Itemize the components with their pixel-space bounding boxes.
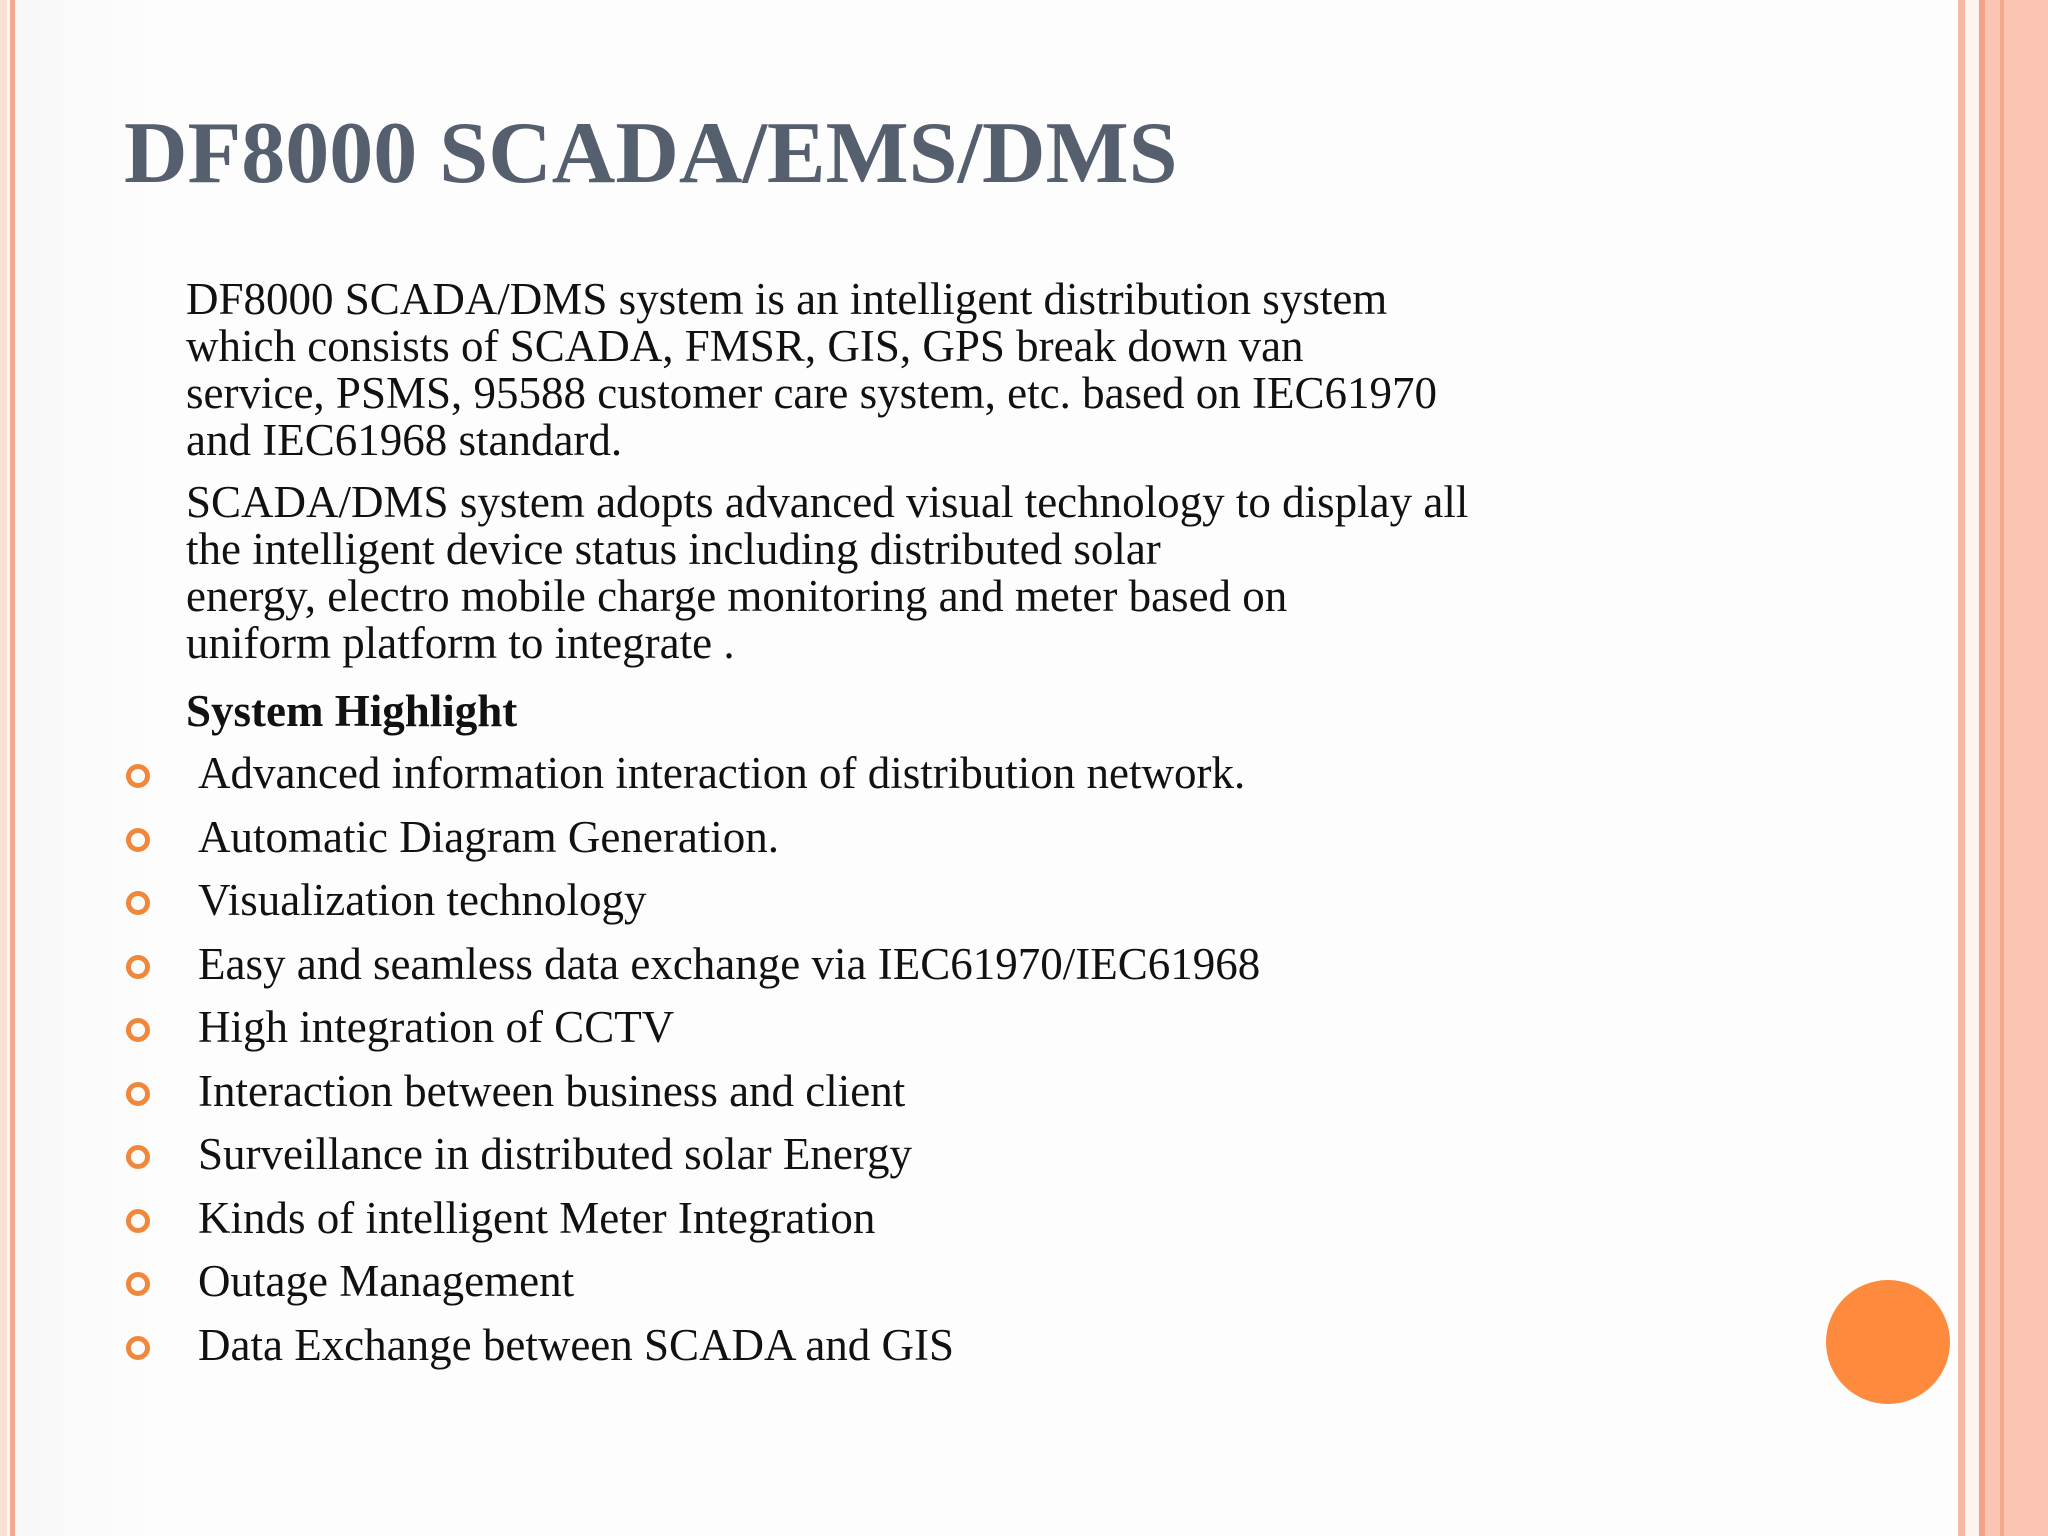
list-item-text: Visualization technology: [198, 875, 647, 925]
list-item: [124, 1123, 1904, 1187]
paragraph-line: service, PSMS, 95588 customer care system, etc. based on IEC61970: [186, 368, 1438, 418]
list-item: [124, 1187, 1904, 1251]
list-item-text: Surveillance in distributed solar Energy: [198, 1129, 913, 1179]
system-highlight-heading: System Highlight: [186, 686, 518, 736]
paragraph-line: and IEC61968 standard.: [186, 415, 623, 465]
list-item: [124, 869, 1904, 933]
hollow-circle-bullet-icon: [126, 1018, 150, 1042]
list-item-text: Easy and seamless data exchange via IEC61970/IEC61968: [198, 938, 1261, 989]
paragraph-line: the intelligent device status including distributed solar: [186, 524, 1161, 574]
list-item: [124, 742, 1904, 806]
hollow-circle-bullet-icon: [126, 764, 150, 788]
right-border-stripe: [1965, 0, 1979, 1536]
hollow-circle-bullet-icon: [126, 955, 150, 979]
list-item-text: Outage Management: [198, 1256, 575, 1306]
list-item: [124, 933, 1904, 997]
hollow-circle-bullet-icon: [126, 891, 150, 915]
slide-body: [124, 276, 1904, 1377]
slide-title: DF8000 SCADA/EMS/DMS: [124, 105, 1178, 202]
hollow-circle-bullet-icon: [126, 1272, 150, 1296]
right-border-stripe: [1958, 0, 1965, 1536]
paragraph-line: DF8000 SCADA/DMS system is an intelligent distribution system: [186, 274, 1388, 324]
list-item-text: Automatic Diagram Generation.: [198, 811, 780, 862]
left-border-outer: [0, 0, 7, 1536]
list-item-text: Advanced information interaction of distribution network.: [198, 748, 1246, 798]
list-item-text: Interaction between business and client: [198, 1065, 906, 1116]
right-border-stripe: [1985, 0, 2048, 1536]
list-item: [124, 996, 1904, 1060]
visual-tech-paragraph: [186, 479, 1886, 667]
hollow-circle-bullet-icon: [126, 1082, 150, 1106]
list-item: [124, 806, 1904, 870]
list-item: [124, 1250, 1904, 1314]
highlight-list: [124, 742, 1904, 1377]
orange-circle-decoration: [1826, 1280, 1950, 1404]
hollow-circle-bullet-icon: [126, 1209, 150, 1233]
hollow-circle-bullet-icon: [126, 828, 150, 852]
right-border-stripe: [2000, 0, 2004, 1536]
list-item: [124, 1314, 1904, 1378]
paragraph-line: which consists of SCADA, FMSR, GIS, GPS break down van: [186, 321, 1304, 371]
hollow-circle-bullet-icon: [126, 1336, 150, 1360]
hollow-circle-bullet-icon: [126, 1145, 150, 1169]
paragraph-line: uniform platform to integrate .: [186, 618, 735, 668]
list-item: [124, 1060, 1904, 1124]
intro-paragraph: [186, 276, 1886, 464]
paragraph-line: energy, electro mobile charge monitoring and meter based on: [186, 571, 1288, 621]
left-border: [10, 0, 15, 1536]
list-item-text: Kinds of intelligent Meter Integration: [198, 1192, 876, 1243]
list-item-text: High integration of CCTV: [198, 1002, 675, 1052]
paragraph-line: SCADA/DMS system adopts advanced visual technology to display all: [186, 477, 1469, 527]
list-item-text: Data Exchange between SCADA and GIS: [198, 1319, 955, 1370]
